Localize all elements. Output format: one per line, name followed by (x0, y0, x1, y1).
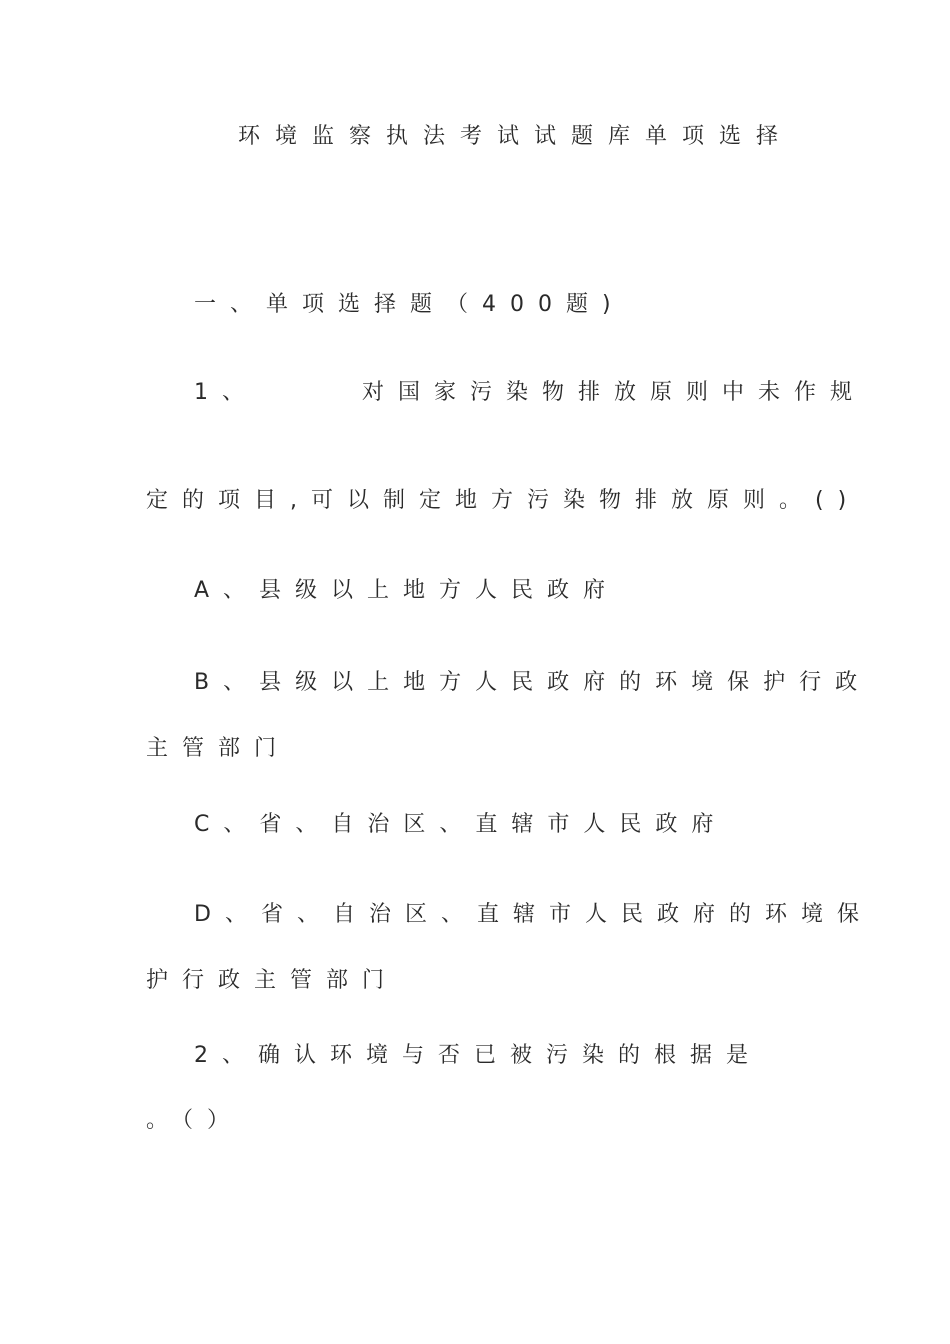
option-d: D、省、自治区、直辖市人民政府的环境保 (194, 902, 873, 927)
option-a: A、县级以上地方人民政府 (194, 578, 620, 603)
document-title: 环境监察执法考试试题库单项选择 (238, 124, 794, 149)
question-text-line: 定的项目,可以制定地方污染物排放原则。() (146, 488, 861, 513)
question-text-line: 。（） (146, 1108, 244, 1133)
option-c: C、省、自治区、直辖市人民政府 (194, 812, 728, 837)
question-text-line: 2、确认环境与否已被污染的根据是 (194, 1043, 762, 1068)
question-number: 1、 (194, 380, 258, 405)
option-d-continuation: 护行政主管部门 (146, 968, 399, 993)
section-heading: 一、单项选择题（400题) (194, 292, 625, 317)
question-text-line: 对国家污染物排放原则中未作规 (362, 380, 867, 405)
option-b: B、县级以上地方人民政府的环境保护行政 (194, 670, 872, 695)
option-b-continuation: 主管部门 (146, 736, 291, 761)
